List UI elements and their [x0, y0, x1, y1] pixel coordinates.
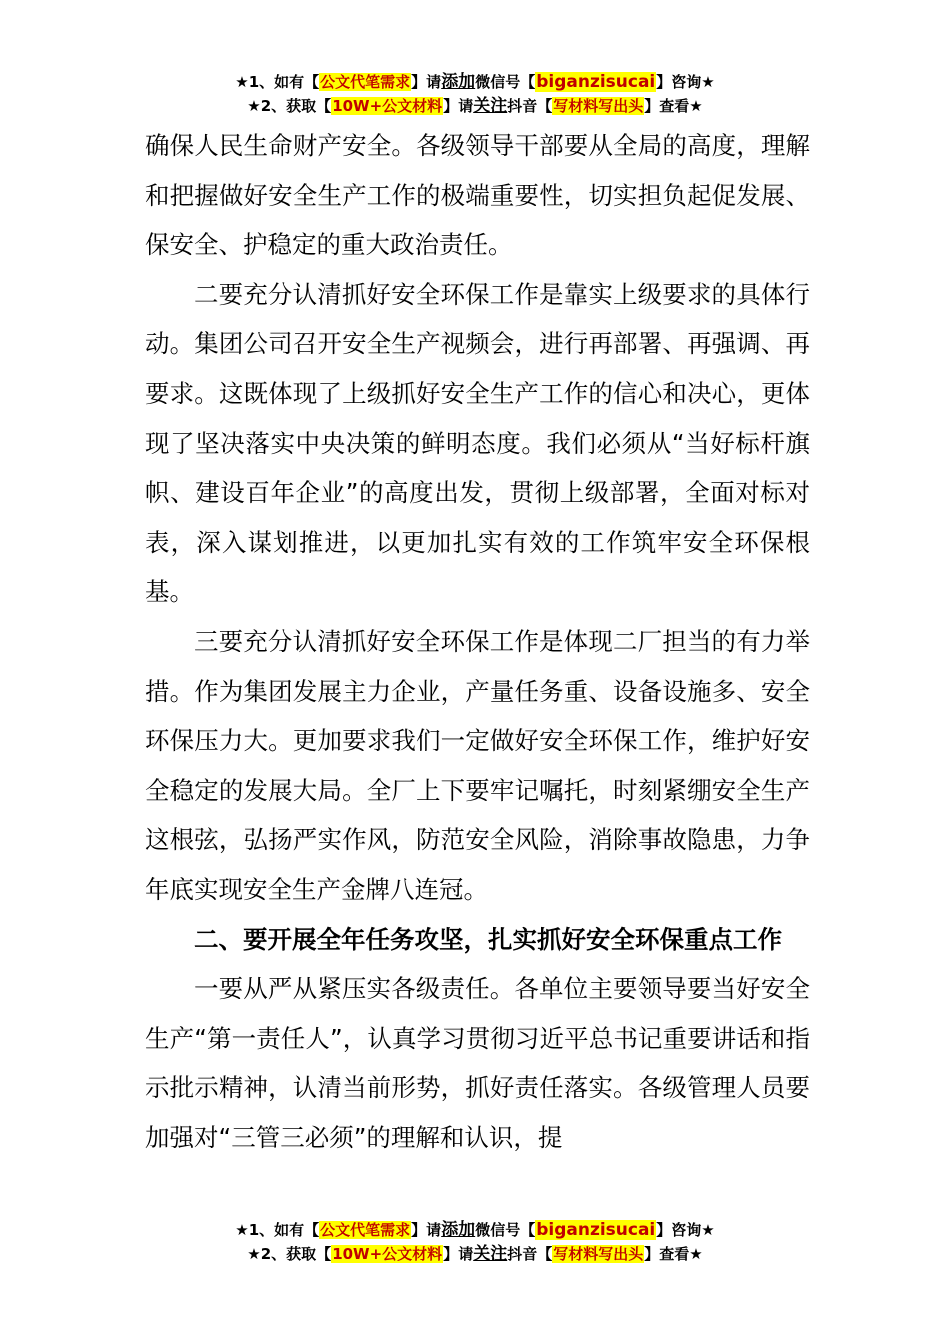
banner-highlight: 10W+公文材料 [332, 97, 443, 115]
banner-line-2 [0, 94, 950, 118]
banner-underline: 关注 [473, 96, 508, 116]
banner-underline: 关注 [473, 1244, 508, 1264]
banner-text: 】咨询★ [656, 1221, 715, 1239]
banner-text: ★1、如有【 [235, 73, 320, 91]
banner-wechat-id: biganzisucai [536, 1220, 656, 1240]
header-banner [0, 70, 950, 118]
banner-text: 】查看★ [644, 1245, 703, 1263]
footer-banner [0, 1218, 950, 1266]
paragraph: 确保人民生命财产安全。各级领导干部要从全局的高度，理解和把握做好安全生产工作的极端重要性，切实担负起促发展、保安全、护稳定的重大政治责任。 [145, 131, 810, 260]
banner-line-2 [0, 1242, 950, 1266]
banner-text: 】咨询★ [656, 73, 715, 91]
banner-line-1 [0, 70, 950, 94]
banner-douyin-name: 写材料写出头 [553, 1245, 644, 1263]
banner-text: 微信号【 [475, 73, 536, 91]
paragraph: 一要从严从紧压实各级责任。各单位主要领导要当好安全生产“第一责任人”，认真学习贯彻习近平总书记重要讲话和指示批示精神，认清当前形势，抓好责任落实。各级管理人员要加强对“三管三必须”的理解和认识，提 [145, 974, 810, 1152]
banner-highlight: 公文代笔需求 [320, 73, 411, 91]
banner-wechat-id: biganzisucai [536, 72, 656, 92]
banner-text: 抖音【 [507, 1245, 553, 1263]
banner-text: ★1、如有【 [235, 1221, 320, 1239]
banner-underline: 添加 [441, 72, 476, 92]
banner-text: 】请 [411, 73, 442, 91]
banner-douyin-name: 写材料写出头 [553, 97, 644, 115]
paragraph: 二要充分认清抓好安全环保工作是靠实上级要求的具体行动。集团公司召开安全生产视频会，进行再部署、再强调、再要求。这既体现了上级抓好安全生产工作的信心和决心，更体现了坚决落实中央决策的鲜明态度。我们必须从“当好标杆旗帜、建设百年企业”的高度出发，贯彻上级部署，全面对标对表，深入谋划推进，以更加扎实有效的工作筑牢安全环保根基。 [145, 279, 810, 607]
banner-underline: 添加 [441, 1220, 476, 1240]
banner-text: 抖音【 [507, 97, 553, 115]
banner-text: 】查看★ [644, 97, 703, 115]
banner-highlight: 10W+公文材料 [332, 1245, 443, 1263]
banner-text: 】请 [443, 1245, 474, 1263]
banner-line-1 [0, 1218, 950, 1242]
banner-text: 微信号【 [475, 1221, 536, 1239]
paragraph: 三要充分认清抓好安全环保工作是体现二厂担当的有力举措。作为集团发展主力企业，产量任务重、设备设施多、安全环保压力大。更加要求我们一定做好安全环保工作，维护好安全稳定的发展大局。全厂上下要牢记嘱托，时刻紧绷安全生产这根弦，弘扬严实作风，防范安全风险，消除事故隐患，力争年底实现安全生产金牌八连冠。 [145, 626, 810, 904]
banner-text: ★2、获取【 [247, 97, 332, 115]
banner-text: 】请 [443, 97, 474, 115]
section-heading: 二、要开展全年任务攻坚，扎实抓好安全环保重点工作 [194, 924, 782, 954]
banner-highlight: 公文代笔需求 [320, 1221, 411, 1239]
banner-text: ★2、获取【 [247, 1245, 332, 1263]
document-body [145, 121, 810, 1162]
banner-text: 】请 [411, 1221, 442, 1239]
